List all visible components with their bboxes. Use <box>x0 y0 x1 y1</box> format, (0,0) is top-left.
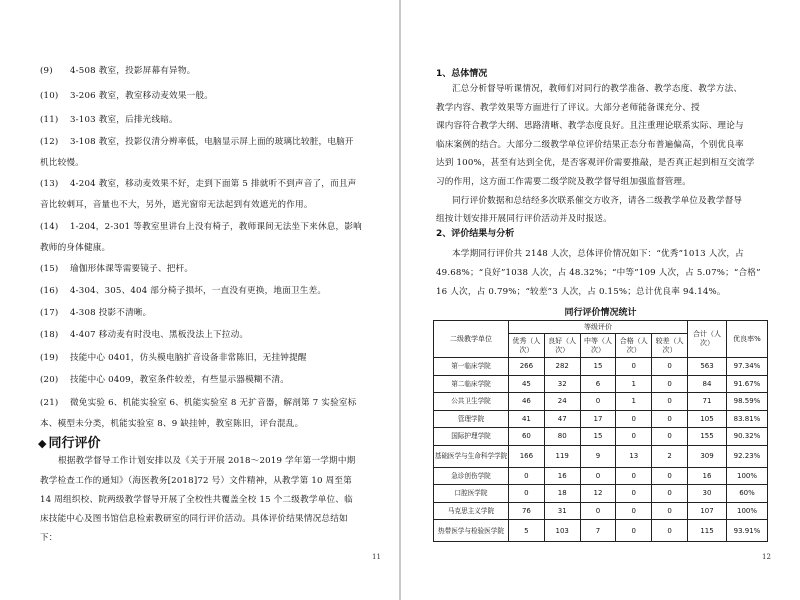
list-item <box>40 283 360 299</box>
list-item <box>40 372 360 388</box>
list-item-text: 微免实验 6、机能实验室 6、机能实验室 8 无扩音器，解剖第 7 实验室标 <box>70 398 357 408</box>
cell-unit: 热带医学与检验医学院 <box>434 520 509 542</box>
list-item-text: 4-304、305、404 部分椅子损坏，一直没有更换，地面卫生差。 <box>70 286 327 296</box>
list-item-text: 音比较刺耳，音量也不大，另外，遮光窗帘无法起到有效遮光的作用。 <box>40 200 313 210</box>
list-item-number: (14) <box>40 222 59 232</box>
cell-unit: 第二临床学院 <box>434 375 509 393</box>
cell-count: 12 <box>580 485 616 503</box>
list-item-text: 3-206 教室，教室移动麦效果一般。 <box>70 91 214 101</box>
list-item-number: (9) <box>40 66 53 76</box>
table-row <box>434 393 768 411</box>
list-item-text: 4-204 教室，移动麦效果不好，走到下面第 5 排就听不到声音了，而且声 <box>70 179 357 189</box>
cell-count: 32 <box>544 375 580 393</box>
cell-rate: 100% <box>727 467 768 485</box>
cell-unit: 口腔医学院 <box>434 485 509 503</box>
paragraph-line: 汇总分析督导听课情况，教师们对同行的教学准备、教学态度、教学方法、 <box>452 84 743 94</box>
list-item <box>40 88 360 104</box>
paragraph-line: 14 周组织校、院两级教学督导开展了全校性共覆盖全校 15 个二级教学单位、临 <box>40 495 353 505</box>
list-item-number: (20) <box>40 375 59 385</box>
header-grade: 优秀（人次） <box>509 334 545 358</box>
cell-total: 155 <box>688 428 727 446</box>
header-grade: 较差（人次） <box>652 334 688 358</box>
list-item-text: 1-204，2-301 等教室里讲台上没有椅子，教师课间无法坐下来休息，影响 <box>70 222 362 232</box>
cell-count: 15 <box>580 428 616 446</box>
cell-count: 0 <box>652 375 688 393</box>
heading-overall: 1、总体情况 <box>436 69 488 79</box>
list-item-number: (10) <box>40 91 59 101</box>
list-item-continuation <box>40 155 360 171</box>
table-row <box>434 358 768 376</box>
cell-count: 0 <box>616 467 652 485</box>
cell-count: 0 <box>616 485 652 503</box>
cell-count: 0 <box>652 502 688 520</box>
table-row <box>434 375 768 393</box>
cell-count: 0 <box>509 485 545 503</box>
cell-count: 1 <box>616 375 652 393</box>
cell-count: 282 <box>544 358 580 376</box>
cell-count: 46 <box>509 393 545 411</box>
list-item-number: (12) <box>40 137 59 147</box>
page-number-left: 11 <box>372 553 381 561</box>
cell-count: 9 <box>580 445 616 467</box>
cell-count: 0 <box>616 428 652 446</box>
cell-count: 0 <box>616 502 652 520</box>
list-item <box>40 261 360 277</box>
list-item <box>40 63 360 79</box>
cell-count: 0 <box>652 520 688 542</box>
cell-unit: 公共卫生学院 <box>434 393 509 411</box>
header-grade: 中等（人次） <box>580 334 616 358</box>
cell-total: 16 <box>688 467 727 485</box>
cell-rate: 90.32% <box>727 428 768 446</box>
cell-count: 0 <box>580 393 616 411</box>
cell-count: 31 <box>544 502 580 520</box>
list-item <box>40 305 360 321</box>
list-item <box>40 395 360 411</box>
list-item <box>40 134 360 150</box>
section-heading-text: 同行评价 <box>48 436 101 451</box>
list-item <box>40 176 360 192</box>
paragraph-line: 组按计划安排开展同行评价活动并及时报送。 <box>436 214 612 224</box>
cell-count: 17 <box>580 410 616 428</box>
list-item <box>40 219 360 235</box>
cell-count: 5 <box>509 520 545 542</box>
list-item-number: (19) <box>40 353 59 363</box>
paragraph-line: 达到 100%，甚至有达到全优，是否客观评价需要推敲，是否真正起到相互交流学 <box>436 158 755 168</box>
list-item-text: 技能中心 0409，教室条件较差，有些显示器模糊不清。 <box>70 375 290 385</box>
table-row <box>434 502 768 520</box>
cell-rate: 98.59% <box>727 393 768 411</box>
cell-count: 103 <box>544 520 580 542</box>
paragraph-line: 本学期同行评价共 2148 人次，总体评价情况如下：“优秀”1013 人次，占 <box>452 249 744 259</box>
table-row <box>434 445 768 467</box>
paragraph-line: 根据教学督导工作计划安排以及《关于开展 2018～2019 学年第一学期中期 <box>58 456 356 466</box>
paragraph-line: 临床案例的结合。大部分二级教学单位评价结果正态分布普遍偏高，个别优良率 <box>436 139 744 150</box>
list-item-text: 3-103 教室，后排光线暗。 <box>70 115 178 125</box>
cell-count: 0 <box>616 410 652 428</box>
cell-count: 13 <box>616 445 652 467</box>
list-item-continuation <box>40 240 360 256</box>
cell-total: 30 <box>688 485 727 503</box>
cell-count: 119 <box>544 445 580 467</box>
cell-total: 84 <box>688 375 727 393</box>
cell-total: 105 <box>688 410 727 428</box>
cell-total: 563 <box>688 358 727 376</box>
cell-unit: 基础医学与生命科学学院 <box>434 445 509 467</box>
header-grade: 良好（人次） <box>544 334 580 358</box>
cell-count: 0 <box>616 520 652 542</box>
heading-results: 2、评价结果与分析 <box>436 229 515 239</box>
header-total: 合计（人次） <box>688 321 727 358</box>
cell-count: 24 <box>544 393 580 411</box>
list-item <box>40 350 360 366</box>
cell-count: 0 <box>509 467 545 485</box>
cell-rate: 91.67% <box>727 375 768 393</box>
cell-unit: 管理学院 <box>434 410 509 428</box>
paragraph-line: 49.68%；“良好”1038 人次，占 48.32%；“中等”109 人次，占 5.07%；“合格” <box>436 268 761 278</box>
list-item-text: 4-407 移动麦有时没电、黑板没法上下拉动。 <box>70 330 249 340</box>
list-item-text: 3-108 教室，投影仪清分辨率低，电脑显示屏上面的玻璃比较脏，电脑开 <box>70 137 354 147</box>
cell-rate: 83.81% <box>727 410 768 428</box>
cell-rate: 60% <box>727 485 768 503</box>
table-row <box>434 410 768 428</box>
list-item-text: 本、模型未分类，机能实验室 8、9 缺挂钟，教室陈旧，评台混乱。 <box>40 419 304 429</box>
left-page <box>0 0 399 600</box>
cell-count: 60 <box>509 428 545 446</box>
page-number-right: 12 <box>762 553 771 561</box>
cell-count: 0 <box>652 428 688 446</box>
cell-count: 0 <box>652 393 688 411</box>
list-item-number: (17) <box>40 308 59 318</box>
cell-total: 107 <box>688 502 727 520</box>
cell-count: 2 <box>652 445 688 467</box>
paragraph-line: 教学检查工作的通知》（海医教务[2018]72 号）文件精神，从教学第 10 周至第 <box>40 476 352 486</box>
list-item-text: 教师的身体健康。 <box>40 243 111 253</box>
header-unit: 二级教学单位 <box>434 321 509 358</box>
list-item-continuation <box>40 416 360 432</box>
list-item-text: 4-508 教室，投影屏幕有异物。 <box>70 66 196 76</box>
cell-count: 1 <box>616 393 652 411</box>
cell-count: 45 <box>509 375 545 393</box>
cell-count: 18 <box>544 485 580 503</box>
list-item-number: (11) <box>40 115 59 125</box>
table-row <box>434 428 768 446</box>
list-item-text: 技能中心 0401，仿头模电脑扩音设备非常陈旧，无挂钟提醒 <box>70 353 307 363</box>
header-grade-group: 等级评价 <box>509 321 688 334</box>
list-item-text: 瑜伽形体课等需要镜子、把杆。 <box>70 264 194 274</box>
section-heading <box>38 432 100 451</box>
cell-count: 0 <box>580 502 616 520</box>
paragraph-line: 教学内容、教学效果等方面进行了评议。大部分老师能备课充分、授 <box>436 102 700 113</box>
paragraph-line: 习的作用，这方面工作需要二级学院及教学督导组加强监督管理。 <box>436 176 692 187</box>
list-item <box>40 327 360 343</box>
cell-count: 15 <box>580 358 616 376</box>
cell-count: 0 <box>652 485 688 503</box>
cell-unit: 马克思主义学院 <box>434 502 509 520</box>
header-rate: 优良率% <box>727 321 768 358</box>
list-item-number: (15) <box>40 264 59 274</box>
list-item-text: 4-308 投影不清晰。 <box>70 308 152 318</box>
header-grade: 合格（人次） <box>616 334 652 358</box>
diamond-bullet-icon: ◆ <box>38 437 47 450</box>
paragraph-line: 床技能中心及图书馆信息检索教研室的同行评价活动。具体评价结果情况总结如 <box>40 514 348 524</box>
paragraph-line: 课内容符合教学大纲、思路清晰、教学态度良好。且注重理论联系实际、理论与 <box>436 121 744 131</box>
paragraph-line: 下： <box>40 533 58 543</box>
list-item-text: 机比较慢。 <box>40 158 84 168</box>
cell-unit: 急诊创伤学院 <box>434 467 509 485</box>
table-row <box>434 485 768 503</box>
cell-count: 0 <box>652 358 688 376</box>
cell-count: 41 <box>509 410 545 428</box>
cell-total: 309 <box>688 445 727 467</box>
cell-count: 166 <box>509 445 545 467</box>
cell-total: 115 <box>688 520 727 542</box>
cell-rate: 97.34% <box>727 358 768 376</box>
cell-rate: 100% <box>727 502 768 520</box>
cell-rate: 93.91% <box>727 520 768 542</box>
list-item-number: (13) <box>40 179 59 189</box>
cell-total: 71 <box>688 393 727 411</box>
cell-count: 16 <box>544 467 580 485</box>
list-item-number: (21) <box>40 398 59 408</box>
list-item <box>40 112 360 128</box>
table-row <box>434 520 768 542</box>
cell-count: 47 <box>544 410 580 428</box>
list-item-number: (16) <box>40 286 59 296</box>
paragraph-line: 同行评价数据和总结经多次联系催交方收齐，请各二级教学单位及教学督导 <box>452 196 743 206</box>
cell-count: 7 <box>580 520 616 542</box>
cell-unit: 第一临床学院 <box>434 358 509 376</box>
list-item-continuation <box>40 197 360 213</box>
cell-count: 0 <box>652 467 688 485</box>
cell-rate: 92.23% <box>727 445 768 467</box>
cell-count: 76 <box>509 502 545 520</box>
cell-count: 80 <box>544 428 580 446</box>
cell-count: 266 <box>509 358 545 376</box>
peer-review-table <box>433 320 768 542</box>
paragraph-line: 16 人次，占 0.79%；“较差”3 人次，占 0.15%；总计优良率 94.14%。 <box>436 287 726 297</box>
cell-count: 6 <box>580 375 616 393</box>
cell-count: 0 <box>580 467 616 485</box>
cell-count: 0 <box>652 410 688 428</box>
table-title: 同行评价情况统计 <box>564 308 637 318</box>
list-item-number: (18) <box>40 330 59 340</box>
table-row <box>434 467 768 485</box>
cell-unit: 国际护理学院 <box>434 428 509 446</box>
cell-count: 0 <box>616 358 652 376</box>
